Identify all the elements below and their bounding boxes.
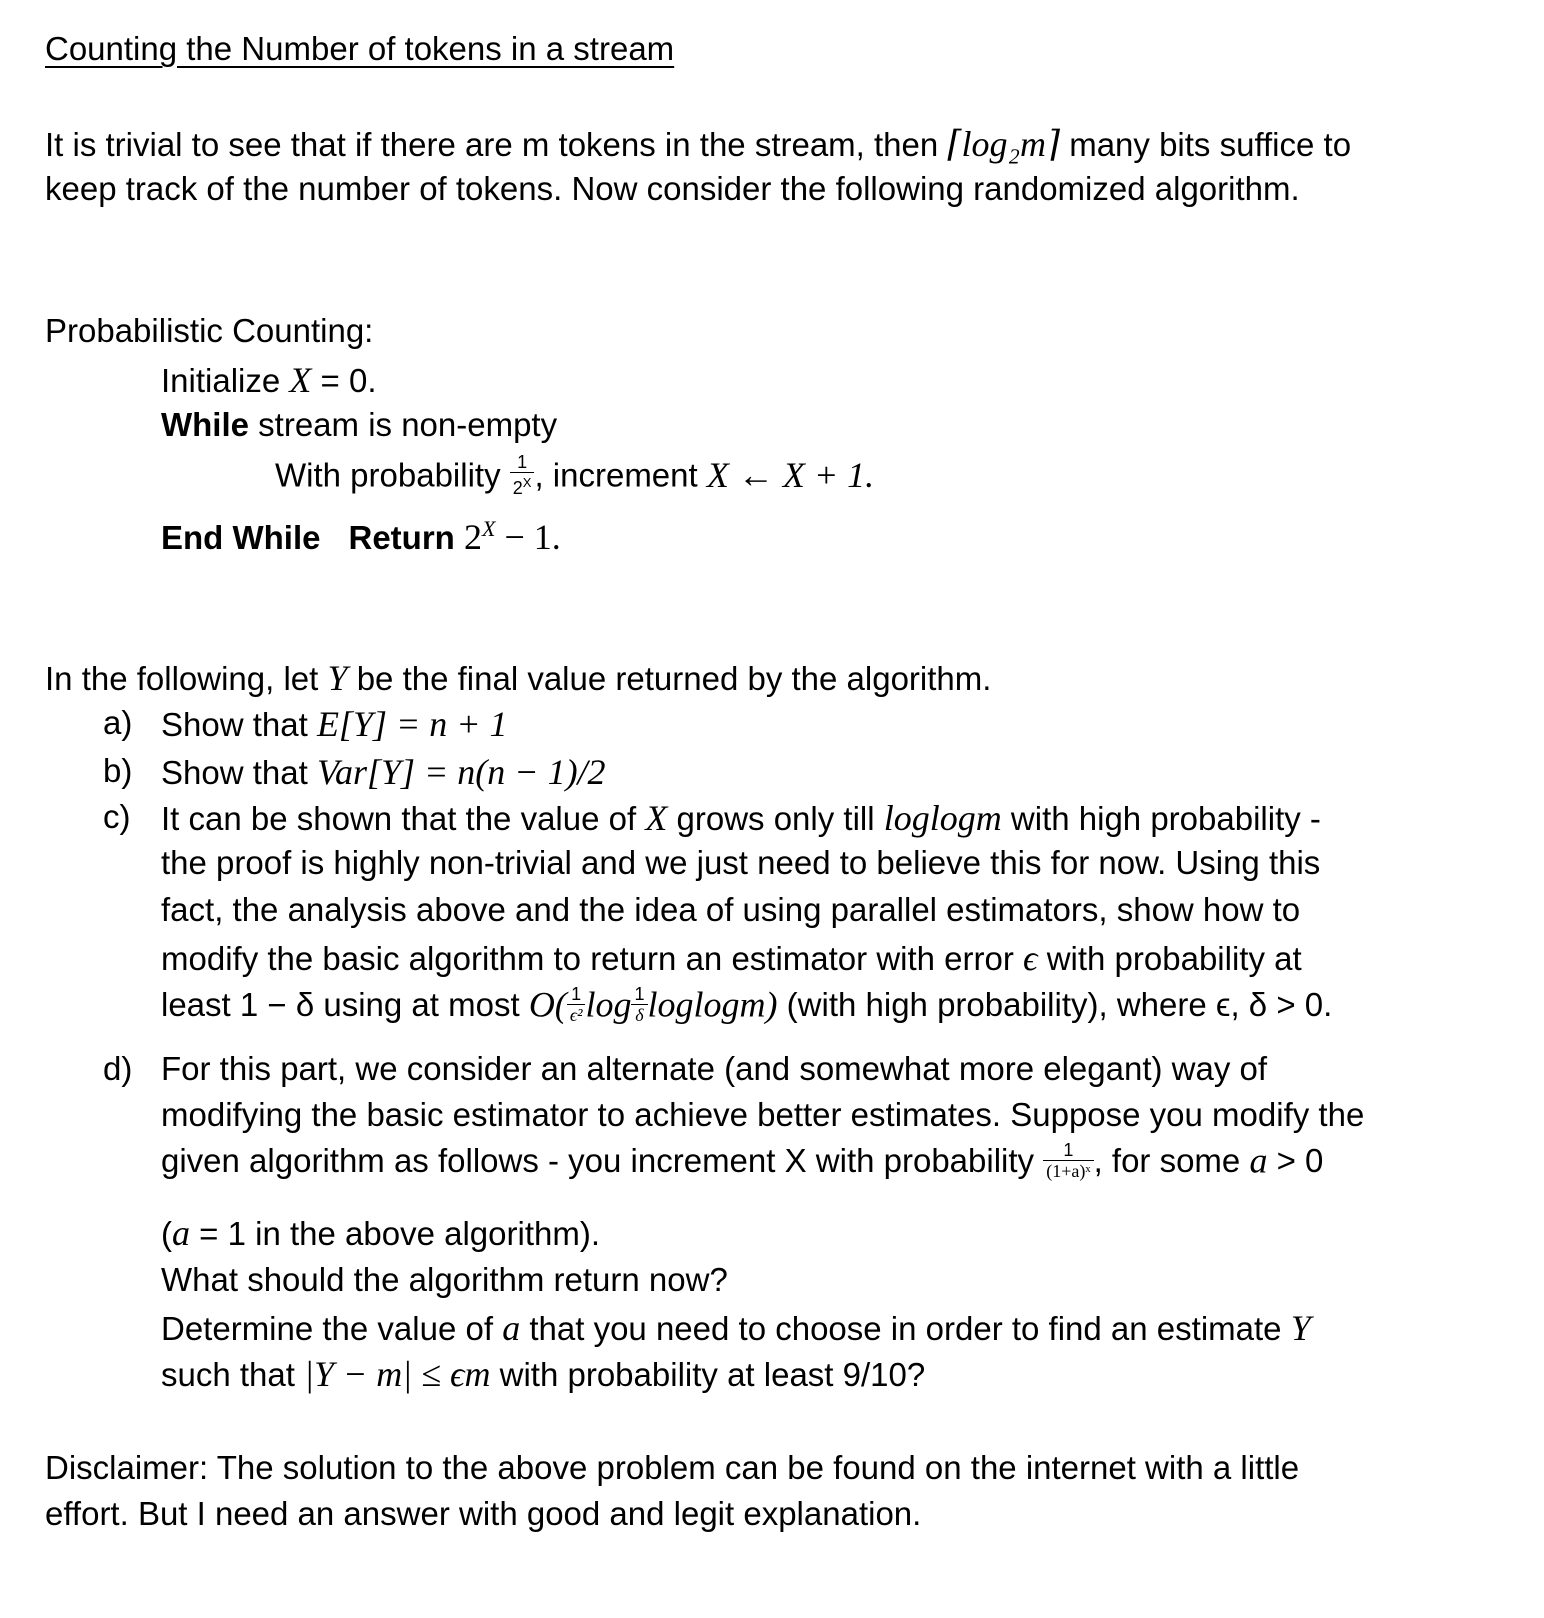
- d3-comma: , for some: [1093, 1142, 1250, 1179]
- init-var: X: [289, 360, 312, 400]
- following-var: Y: [327, 658, 348, 698]
- d3-var-a: a: [1249, 1140, 1268, 1181]
- item-a-text: Show that: [161, 706, 317, 743]
- item-c-label: c): [103, 798, 131, 835]
- item-c-line-1: [161, 800, 1321, 836]
- item-a-label: a): [103, 704, 133, 741]
- c5-f2-den: δ: [635, 1005, 644, 1025]
- item-c-line-5: [161, 984, 1332, 1025]
- c4-end: with probability at: [1037, 940, 1302, 977]
- increment-math: X ← X + 1.: [706, 455, 875, 495]
- item-d-label: d): [103, 1050, 133, 1087]
- c-text-3: with high probability -: [1001, 800, 1321, 837]
- return-base: 2: [464, 517, 483, 557]
- following-line: [45, 660, 991, 696]
- return-exp: X: [482, 516, 496, 541]
- item-b-label: b): [103, 752, 133, 789]
- intro-math: ⌈log₂m⌉: [947, 124, 1061, 164]
- item-b: [161, 754, 606, 790]
- return-math: [464, 517, 561, 557]
- c5-log: log: [585, 984, 632, 1025]
- d4-end: = 1 in the above algorithm).: [190, 1215, 600, 1252]
- d3-end: > 0: [1267, 1142, 1324, 1179]
- c-var-x: X: [645, 798, 668, 838]
- c5-big-o: O(: [528, 984, 567, 1025]
- c4-text: modify the basic algorithm to return an estimator with error: [161, 940, 1024, 977]
- item-d-line-6: [161, 1310, 1311, 1346]
- item-c-line-3: fact, the analysis above and the idea of using parallel estimators, show how to: [161, 891, 1301, 928]
- while-condition: stream is non-empty: [249, 406, 558, 443]
- d3-fraction: [1043, 1140, 1093, 1181]
- c5-f1-num: 1: [567, 984, 586, 1005]
- item-a: [161, 706, 508, 742]
- d3-num: 1: [1043, 1140, 1093, 1161]
- item-c-line-2: the proof is highly non-trivial and we just need to believe this for now. Using this: [161, 844, 1321, 881]
- page-title: Counting the Number of tokens in a stream: [45, 30, 675, 67]
- d7-text: such that: [161, 1356, 305, 1393]
- algorithm-end: [161, 518, 561, 555]
- intro-text-end: many bits suffice to: [1060, 126, 1352, 163]
- intro-text: It is trivial to see that if there are m tokens in the stream, then: [45, 126, 948, 163]
- item-d-line-7: [161, 1356, 925, 1392]
- while-keyword: While: [161, 406, 249, 443]
- disclaimer-line-1: Disclaimer: The solution to the above problem can be found on the internet with a little: [45, 1449, 1300, 1486]
- d3-den: (1+a)ˣ: [1046, 1161, 1091, 1181]
- c5-text: least 1 − δ using at most: [161, 986, 529, 1023]
- algorithm-heading: Probabilistic Counting:: [45, 312, 374, 349]
- item-d-line-1: For this part, we consider an alternate (and somewhat more elegant) way of: [161, 1050, 1268, 1087]
- prob-fraction: [510, 452, 535, 498]
- item-a-math: E[Y] = n + 1: [316, 704, 508, 744]
- following-text: In the following, let: [45, 660, 328, 697]
- item-d-line-3: [161, 1140, 1323, 1181]
- c5-loglogm: loglogm): [647, 984, 778, 1025]
- following-end: be the final value returned by the algorithm.: [347, 660, 992, 697]
- increment-text: , increment: [534, 456, 707, 494]
- algorithm-with-prob: [275, 452, 874, 498]
- algorithm-init: [161, 362, 377, 398]
- end-while-keyword: End While: [161, 519, 321, 556]
- item-d-line-2: modifying the basic estimator to achieve better estimates. Suppose you modify the: [161, 1096, 1365, 1133]
- intro-line-2: keep track of the number of tokens. Now consider the following randomized algorithm.: [45, 170, 1300, 207]
- c-text-1: It can be shown that the value of: [161, 800, 646, 837]
- c-loglogm: loglogm: [883, 798, 1002, 838]
- init-text: Initialize: [161, 362, 290, 399]
- item-b-text: Show that: [161, 754, 317, 791]
- den-exp: X: [522, 475, 532, 490]
- d3-text: given algorithm as follows - you increment X with probability: [161, 1142, 1044, 1179]
- fraction-denominator: [510, 473, 535, 498]
- algorithm-while: [161, 408, 557, 441]
- c5-fraction-1: [567, 984, 586, 1025]
- item-c-line-4: [161, 940, 1302, 976]
- item-b-math: Var[Y] = n(n − 1)/2: [316, 752, 606, 792]
- c-text-2: grows only till: [667, 800, 884, 837]
- d6-text: Determine the value of: [161, 1310, 503, 1347]
- den-base: 2: [512, 478, 523, 498]
- d7-end: with probability at least 9/10?: [490, 1356, 926, 1393]
- c5-f2-num: 1: [631, 984, 647, 1005]
- return-keyword: Return: [348, 519, 455, 556]
- d6-mid: that you need to choose in order to find an estimate: [520, 1310, 1291, 1347]
- d7-math: |Y − m| ≤ ϵm: [304, 1354, 491, 1394]
- return-minus: − 1.: [495, 517, 561, 557]
- d4-var-a: a: [172, 1213, 190, 1253]
- d6-var-a: a: [502, 1308, 521, 1348]
- d4-paren: (: [161, 1215, 172, 1252]
- init-end: = 0.: [311, 362, 377, 399]
- c5-end: (with high probability), where ϵ, δ > 0.: [777, 986, 1333, 1023]
- c5-f1-den: ϵ²: [569, 1005, 583, 1025]
- with-prob-text: With probability: [275, 456, 510, 494]
- disclaimer-line-2: effort. But I need an answer with good and legit explanation.: [45, 1495, 922, 1532]
- item-d-line-5: What should the algorithm return now?: [161, 1261, 728, 1298]
- c4-epsilon: ϵ: [1023, 938, 1038, 978]
- intro-line-1: [45, 126, 1351, 162]
- d6-var-y: Y: [1290, 1308, 1311, 1348]
- c5-fraction-2: [631, 984, 647, 1025]
- item-d-line-4: [161, 1215, 600, 1251]
- fraction-numerator: 1: [510, 452, 535, 473]
